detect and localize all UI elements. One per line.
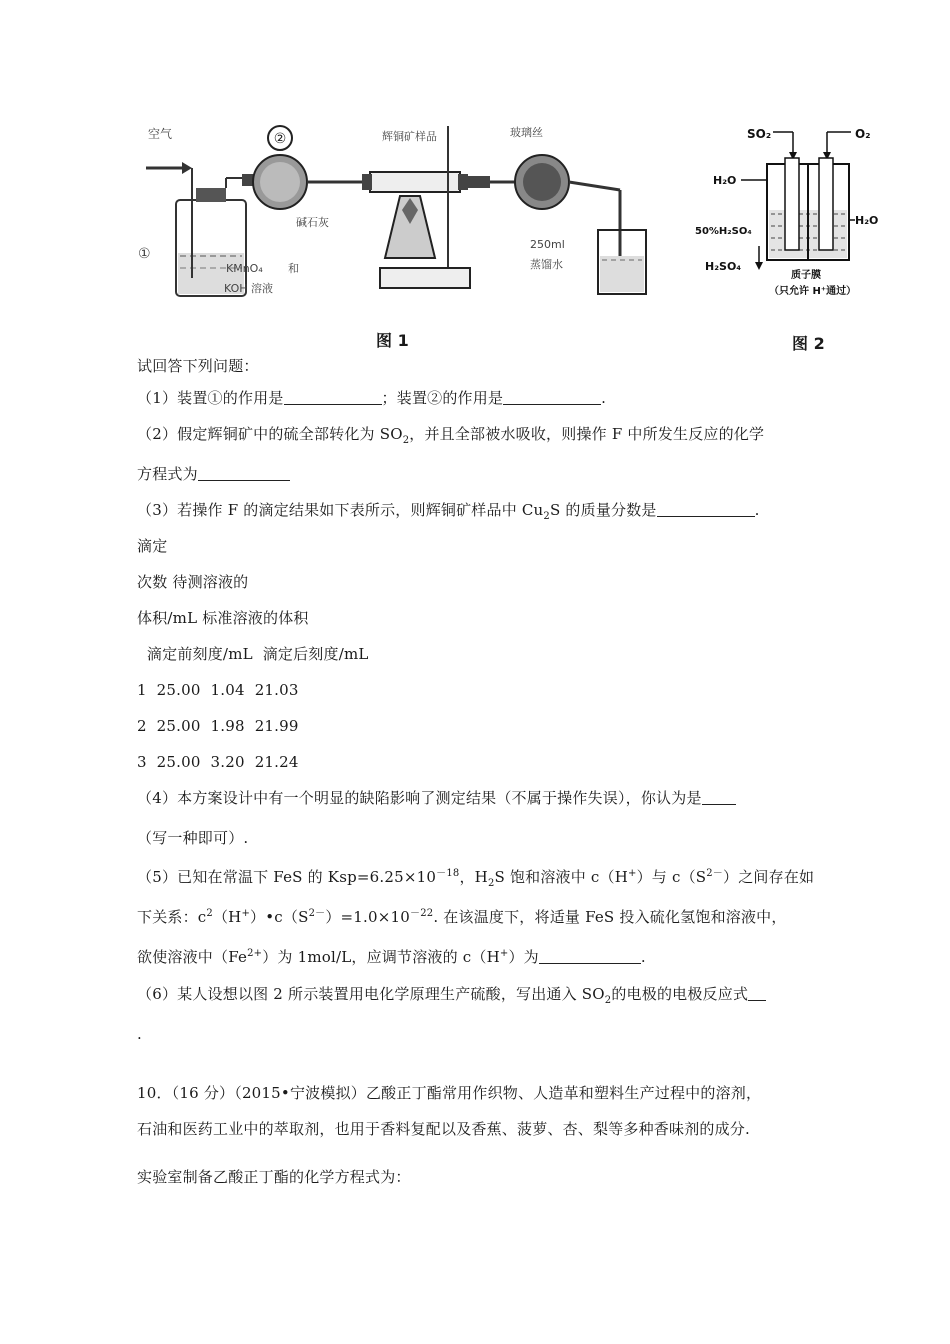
question-2-line-1: （2）假定辉铜矿中的硫全部转化为 $SO_2$，并且全部被水吸收，则操作 F 中所发生反应的化学 (137, 425, 765, 446)
question-1: （1）装置①的作用是 ；装置②的作用是 . (137, 389, 607, 407)
question-4-line-1: （4）本方案设计中有一个明显的缺陷影响了测定结果（不属于操作失误），你认为是 (137, 787, 736, 809)
question-10-line-3: 实验室制备乙酸正丁酯的化学方程式为： (137, 1168, 411, 1186)
answer-blank-1b[interactable] (503, 388, 601, 405)
label-membrane: 质子膜 (791, 270, 821, 281)
label-sample: 辉铜矿样品 (382, 130, 437, 143)
label-o2: O₂ (855, 127, 871, 141)
label-and: 和 (288, 262, 299, 275)
answer-blank-3[interactable] (657, 500, 755, 517)
answer-blank-4[interactable] (702, 788, 736, 805)
label-kmno4: KMnO₄ (226, 262, 263, 275)
label-membrane-note: （只允许 H⁺通过） (769, 286, 857, 297)
answer-blank-6[interactable] (748, 984, 766, 1001)
question-3: （3）若操作 F 的滴定结果如下表所示，则辉铜矿样品中 $Cu_2S$ 的质量分数是 . (137, 501, 760, 522)
table-row-3: 3 25.00 3.20 21.24 (137, 753, 299, 771)
table-header-4: 滴定前刻度/mL 滴定后刻度/mL (137, 645, 369, 663)
label-water-name: 蒸馏水 (530, 258, 563, 271)
label-soda-lime: 碱石灰 (296, 216, 329, 229)
label-h2o-left: H₂O (713, 174, 737, 187)
label-circle-1: ① (138, 246, 151, 262)
answer-blank-2[interactable] (198, 464, 290, 481)
question-5-line-1: （5）已知在常温下 FeS 的 $Ksp=6.25\times 10^{-18}$，$H_2S$ 饱和溶液中 c（H+）与 $c(S^{2-})$之间存在如 (137, 868, 815, 889)
question-6-line-1: （6）某人设想以图 2 所示装置用电化学原理生产硫酸，写出通入 $SO_2$的电极的电极反应式 (137, 983, 766, 1012)
figure-2-caption: 图 2 (792, 334, 825, 353)
table-header-3: 体积/mL 标准溶液的体积 (137, 609, 309, 627)
label-air: 空气 (148, 127, 173, 141)
question-2-line-2: 方程式为 (137, 463, 290, 485)
question-6-line-2: . (137, 1025, 142, 1043)
figure-2-electrolytic-cell (695, 118, 880, 308)
figure-1-apparatus (130, 118, 650, 308)
table-row-1: 1 25.00 1.04 21.03 (137, 681, 299, 699)
table-header-1: 滴定 (137, 537, 168, 555)
label-h2o-right: H₂O (855, 214, 879, 227)
label-h2so4-out: H₂SO₄ (705, 260, 742, 273)
label-koh: KOH 溶液 (224, 282, 274, 295)
label-h2so4-50: 50%H₂SO₄ (695, 226, 752, 237)
question-10-line-2: 石油和医药工业中的萃取剂，也用于香料复配以及香蕉、菠萝、杏、梨等多种香味剂的成分. (137, 1120, 750, 1138)
question-5-line-2: 下关系：$c^2(H^+)•c(S^{2-})=1.0\times 10^{-22}$. 在该温度下，将适量 FeS 投入硫化氢饱和溶液中， (137, 908, 787, 926)
intro-text: 试回答下列问题： (137, 357, 259, 375)
label-water-volume: 250ml (530, 238, 565, 251)
label-circle-2: ② (273, 131, 287, 147)
table-header-2: 次数 待测溶液的 (137, 573, 249, 591)
question-5-line-3: 欲使溶液中$(Fe^{2+})$为 1mol/L，应调节溶液的 c（H+）为 . (137, 948, 646, 966)
table-row-2: 2 25.00 1.98 21.99 (137, 717, 299, 735)
question-4-line-2: （写一种即可）. (137, 829, 249, 847)
question-10-line-1: 10．（16 分）（2015•宁波模拟）乙酸正丁酯常用作织物、人造革和塑料生产过程中的溶剂， (137, 1084, 762, 1102)
figure-1-caption: 图 1 (376, 331, 409, 350)
answer-blank-1a[interactable] (284, 388, 382, 405)
label-so2: SO₂ (747, 127, 772, 141)
label-glass-wool: 玻璃丝 (510, 126, 543, 139)
answer-blank-5[interactable] (539, 947, 641, 964)
